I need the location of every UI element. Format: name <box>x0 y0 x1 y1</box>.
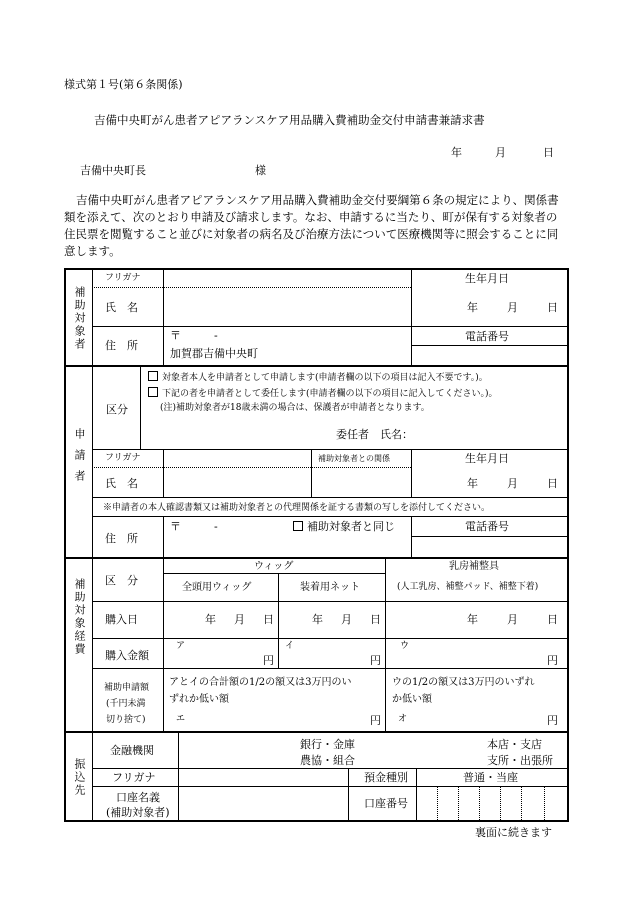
subject-name-label: 氏 名 <box>105 301 138 314</box>
wig-net-header: 装着用ネット <box>300 582 360 593</box>
date-day: 日 <box>543 146 554 159</box>
breast-request-amount-field[interactable] <box>408 710 543 728</box>
applicant-postal-mark: 〒 - <box>170 520 218 533</box>
bank-label: 金融機関 <box>110 744 154 757</box>
holder-furigana-label: フリガナ <box>112 771 156 784</box>
holder-label-1: 口座名義 <box>116 791 160 804</box>
breast-amount-field[interactable] <box>387 640 566 667</box>
applicant-phone-label: 電話番号 <box>465 520 509 533</box>
wig-rule-line2: ずれか低い額 <box>169 694 229 705</box>
holder-label-2: (補助対象者) <box>106 806 170 819</box>
subject-birth-label: 生年月日 <box>465 272 509 285</box>
request-amount-label-1: 補助申請額 <box>104 683 150 693</box>
deposit-type-options[interactable]: 普通・当座 <box>463 771 518 784</box>
wig-full-date-field[interactable] <box>165 603 276 636</box>
applicant-furigana-label: フリガナ <box>105 453 141 463</box>
continued-note: 裏面に続きます <box>475 826 552 839</box>
bank-name-field[interactable] <box>180 733 295 766</box>
delegator-name-label: 委任者 氏名： <box>336 428 413 441</box>
subject-address-prefix: 加賀郡吉備中央町 <box>170 347 258 360</box>
applicant-birth-label: 生年月日 <box>465 452 509 465</box>
subject-furigana-field[interactable] <box>165 270 409 286</box>
branch-name-field[interactable] <box>370 733 482 766</box>
subject-phone-field[interactable] <box>413 347 566 363</box>
wig-rule-line1: アとイの合計額の1/2の額又は3万円のい <box>169 677 352 688</box>
subject-name-field[interactable] <box>165 289 409 325</box>
breast-rule-line1: ウの1/2の額又は3万円のいずれ <box>392 677 535 688</box>
breast-date-field[interactable] <box>387 603 566 636</box>
deposit-type-label: 預金種別 <box>364 771 408 784</box>
applicant-address-label: 住 所 <box>105 532 138 545</box>
attachment-note: ※申請者の本人確認書類又は補助対象者との代理関係を証する書類の写しを添付してください。 <box>103 503 491 513</box>
subject-postal-mark: 〒 - <box>170 329 218 342</box>
wig-full-amount-field[interactable] <box>165 640 276 667</box>
subject-address-label: 住 所 <box>105 339 138 352</box>
wig-net-amount-field[interactable] <box>280 640 383 667</box>
account-number-field[interactable] <box>418 788 566 819</box>
date-month: 月 <box>495 146 506 159</box>
table-bottom-border <box>64 820 569 822</box>
wig-request-amount-field[interactable] <box>185 710 365 728</box>
form-number: 様式第１号(第６条関係) <box>64 78 183 91</box>
applicant-option-delegate[interactable]: 下記の者を申請者として委任します(申請者欄の以下の項目に記入してください。)。 <box>148 387 498 399</box>
applicant-phone-field[interactable] <box>413 538 566 555</box>
page-title: 吉備中央町がん患者アピアランスケア用品購入費補助金交付申請書兼請求書 <box>94 113 485 127</box>
holder-name-field[interactable] <box>180 788 346 819</box>
account-number-label: 口座番号 <box>364 797 408 810</box>
expense-section-label: 補助対象経費 <box>73 578 86 656</box>
same-as-subject-checkbox[interactable] <box>293 521 303 531</box>
breast-header: 乳房補整具 <box>449 561 499 572</box>
purchase-amount-label: 購入金額 <box>105 649 149 662</box>
subject-address-field[interactable] <box>240 345 408 363</box>
honorific: 様 <box>255 164 266 177</box>
applicant-name-field[interactable] <box>165 469 309 496</box>
intro-paragraph: 吉備中央町がん患者アピアランスケア用品購入費補助金交付要綱第６条の規定により、関係書類を添えて、次のとおり申請及び請求します。なお、申請するに当たり、町が保有する対象者の住民票を閲覧すること並びに対象者の病名及び治療方法について医療機関等に照会することに同意します。 <box>64 193 559 258</box>
applicant-address-field[interactable] <box>165 536 409 555</box>
applicant-option-self[interactable]: 対象者本人を申請者として申請します(申請者欄の以下の項目は記入不要です。)。 <box>148 371 488 383</box>
holder-furigana-field[interactable] <box>180 770 346 785</box>
wig-full-header: 全頭用ウィッグ <box>182 582 252 593</box>
breast-detail: (人工乳房、補整パッド、補整下着) <box>397 582 539 592</box>
wig-header: ウィッグ <box>254 561 294 572</box>
request-amount-label-3: 切り捨て) <box>106 715 146 725</box>
applicant-note: (注)補助対象者が18歳未満の場合は、保護者が申請者となります。 <box>160 403 430 413</box>
applicant-furigana-field[interactable] <box>165 451 309 466</box>
breast-rule-line2: か低い額 <box>392 694 432 705</box>
purchase-date-label: 購入日 <box>105 613 138 626</box>
date-year: 年 <box>451 146 462 159</box>
expense-category-label: 区 分 <box>105 574 138 587</box>
same-as-subject-option[interactable]: 補助対象者と同じ <box>293 521 395 532</box>
addressee: 吉備中央町長 <box>80 164 146 177</box>
relation-label: 補助対象者との関係 <box>318 454 390 463</box>
subject-phone-label: 電話番号 <box>465 330 509 343</box>
applicant-category-label: 区分 <box>106 403 128 416</box>
subject-section-label: 補助対象者 <box>73 286 86 351</box>
table-left-border <box>64 268 66 821</box>
table-right-border <box>567 268 569 821</box>
applicant-section-label: 申請者 <box>73 428 86 491</box>
subject-furigana-label: フリガナ <box>105 273 141 283</box>
applicant-name-label: 氏 名 <box>105 477 138 490</box>
wig-net-date-field[interactable] <box>280 603 383 636</box>
delegator-name-field[interactable] <box>420 424 565 444</box>
relation-field[interactable] <box>313 469 409 496</box>
delegate-checkbox[interactable] <box>148 387 158 397</box>
transfer-section-label: 振込先 <box>73 758 86 797</box>
subject-birth-field[interactable] <box>413 289 566 324</box>
request-amount-label-2: (千円未満 <box>106 699 146 709</box>
self-checkbox[interactable] <box>148 371 158 381</box>
